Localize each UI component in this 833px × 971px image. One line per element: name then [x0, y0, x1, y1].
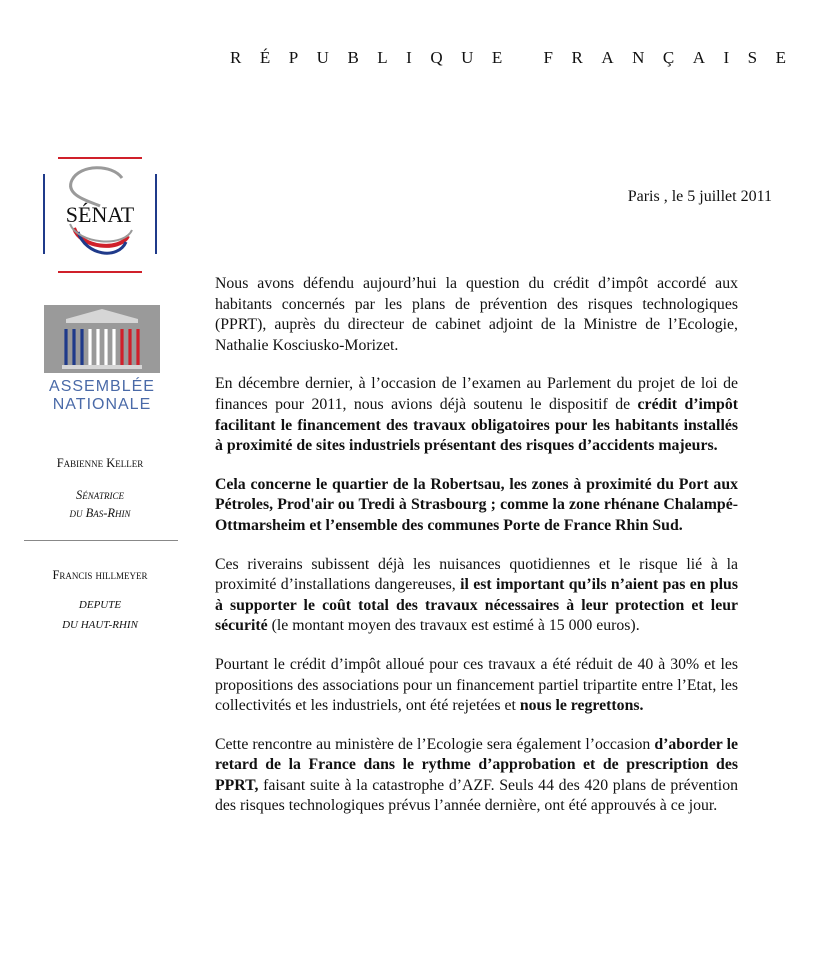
- senat-logo: [40, 156, 160, 276]
- letter-date: Paris , le 5 juillet 2011: [627, 188, 772, 205]
- assemblee-nationale-logo: [44, 305, 160, 415]
- signatory-1-title1: Sénatrice: [76, 488, 124, 502]
- assemblee-logo-line1: ASSEMBLÉE: [49, 378, 155, 395]
- signatory-2-title1: DEPUTE: [78, 599, 122, 611]
- paragraph-1: Nous avons défendu aujourd’hui la question du crédit d’impôt accordé aux habitants concernés par les plans de prévention des risques technologiques (PPRT), auprès du directeur de cabinet adjoint de la Ministre de l’Ecologie, Nathalie Kosciusko-Morizet.: [215, 275, 738, 354]
- signatory-2-title2: DU HAUT-RHIN: [62, 619, 138, 631]
- paragraph-5: Pourtant le crédit d’impôt alloué pour ces travaux a été réduit de 40 à 30% et les propositions des associations pour un financement partiel tripartite entre l’Etat, les collectivités et les industriels, ont été rejetées et nous le regrettons.: [215, 655, 738, 715]
- signatory-divider: [24, 540, 178, 541]
- paragraph-6: Cette rencontre au ministère de l’Ecologie sera également l’occasion d’aborder le retard de la France dans le rythme d’approbation et de prescription des PPRT, faisant suite à la catastrophe d’AZF. Seuls 44 des 420 plans de prévention des risques technologiques prévus l’année dernière, ont été approuvés à ce jour.: [215, 735, 739, 815]
- signatory-1-name: Fabienne Keller: [56, 456, 144, 470]
- assemblee-logo-line2: NATIONALE: [52, 396, 152, 413]
- signatory-2-name: Francis hillmeyer: [52, 568, 148, 582]
- paragraph-2: En décembre dernier, à l’occasion de l’examen au Parlement du projet de loi de finances pour 2011, nous avions déjà soutenu le dispositif de crédit d’impôt facilitant le financement des travaux obligatoires pour les habitants installés à proximité de sites industriels présentant des risques d’accidents majeurs.: [215, 375, 738, 455]
- letter-body: [215, 274, 738, 835]
- senat-logo-text: SÉNAT: [65, 202, 135, 227]
- paragraph-3: Cela concerne le quartier de la Robertsau, les zones à proximité du Port aux Pétroles, Prod'air ou Tredi à Strasbourg ; comme la zone rhénane Chalampé-Ottmarsheim et l’ensemble des communes Porte de France Rhin Sud.: [215, 475, 738, 534]
- signatory-1-title2: du Bas-Rhin: [69, 506, 131, 520]
- republique-francaise-header: RÉPUBLIQUE FRANÇAISE: [230, 48, 805, 67]
- paragraph-4: Ces riverains subissent déjà les nuisances quotidiennes et le risque lié à la proximité d’installations dangereuses, il est important qu’ils n’aient pas en plus à supporter le coût total des travaux nécessaires à leur protection et leur sécurité (le montant moyen des travaux est estimé à 15 000 euros).: [215, 555, 738, 635]
